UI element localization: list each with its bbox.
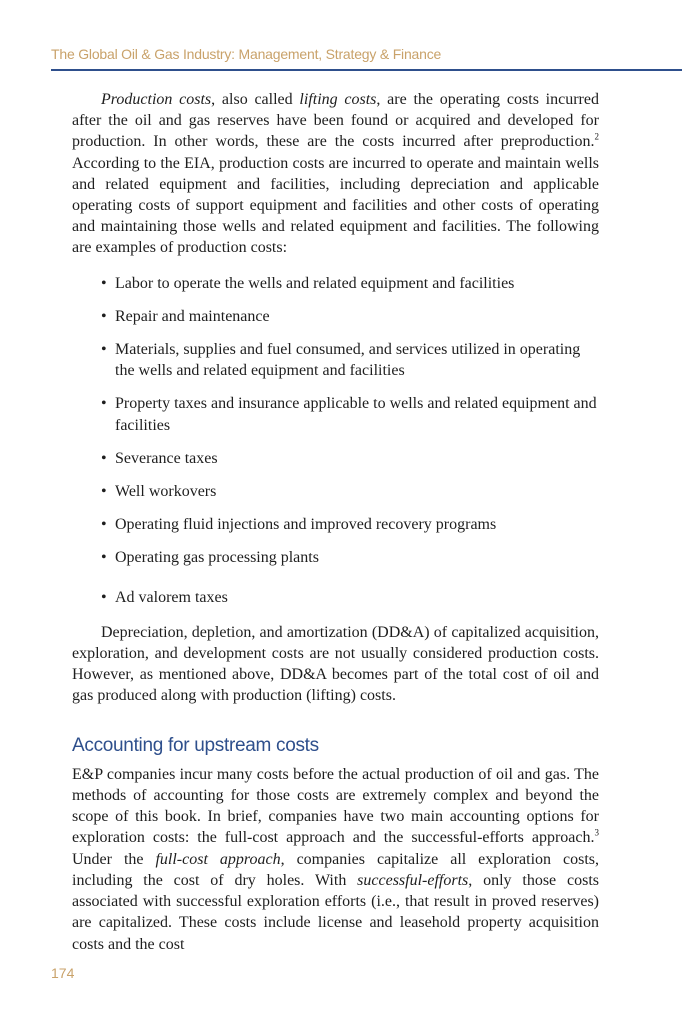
running-head-title: The Global Oil & Gas Industry: Management, Strategy & Finance (51, 46, 442, 62)
term-full-cost-approach: full-cost approach (155, 850, 281, 868)
list-item: • Well workovers (72, 481, 599, 502)
production-costs-list (72, 273, 599, 608)
list-item: • Ad valorem taxes (72, 587, 599, 608)
section-heading: Accounting for upstream costs (72, 734, 319, 756)
term-lifting-costs: lifting costs (299, 91, 377, 108)
list-item: • Labor to operate the wells and related equipment and facilities (72, 273, 599, 294)
paragraph-production-costs (72, 89, 599, 259)
paragraph-text: , are the operating costs incurred after the oil and gas reserves have been found or acquired and developed for production. In other words, these are the costs incurred after preproduction. (72, 91, 599, 151)
page-body (72, 89, 599, 955)
list-item: • Severance taxes (72, 448, 599, 469)
header-rule (51, 69, 682, 71)
term-production-costs: Production costs (101, 91, 212, 108)
paragraph-accounting (72, 764, 599, 955)
paragraph-text: E&P companies incur many costs before the actual production of oil and gas. The methods of accounting for those costs are extremely complex and beyond the scope of this book. In brief, companies have two main accounting options for exploration costs: the full-cost approach and the successful-efforts approach. (72, 765, 599, 847)
term-successful-efforts: successful-efforts (357, 871, 469, 889)
page-number: 174 (51, 965, 75, 981)
list-item: • Materials, supplies and fuel consumed, and services utilized in operating the wells and related equipment and facilities (72, 339, 599, 381)
paragraph-dda: Depreciation, depletion, and amortization (DD&A) of capitalized acquisition, exploration, and development costs are not usually considered production costs. However, as mentioned above, DD&A becomes part of the total cost of oil and gas produced along with production (lifting) costs. (72, 623, 599, 705)
footnote-ref-3[interactable]: 3 (594, 828, 599, 839)
paragraph-text: , also called (211, 91, 300, 108)
list-item: • Operating gas processing plants (72, 547, 599, 568)
paragraph-text: Under the (72, 850, 156, 868)
list-item: • Property taxes and insurance applicable to wells and related equipment and facilities (72, 393, 599, 435)
paragraph-text: According to the EIA, production costs are incurred to operate and maintain wells and related equipment and facilities, including depreciation and applicable operating costs of support equipment and facilities and other costs of operating and maintaining those wells and related equipment and facilities. The following are examples of production costs: (72, 154, 599, 257)
list-item: • Repair and maintenance (72, 306, 599, 327)
footnote-ref-2[interactable]: 2 (594, 132, 599, 143)
paragraph-text: , only those costs associated with successful exploration efforts (i.e., that result in proved reserves) are capitalized. These costs include license and leasehold property acquisition costs and the cost (72, 871, 599, 953)
list-item: • Operating fluid injections and improved recovery programs (72, 514, 599, 535)
paragraph-text: , companies capitalize all exploration costs, including the cost of dry holes. With (72, 850, 600, 889)
